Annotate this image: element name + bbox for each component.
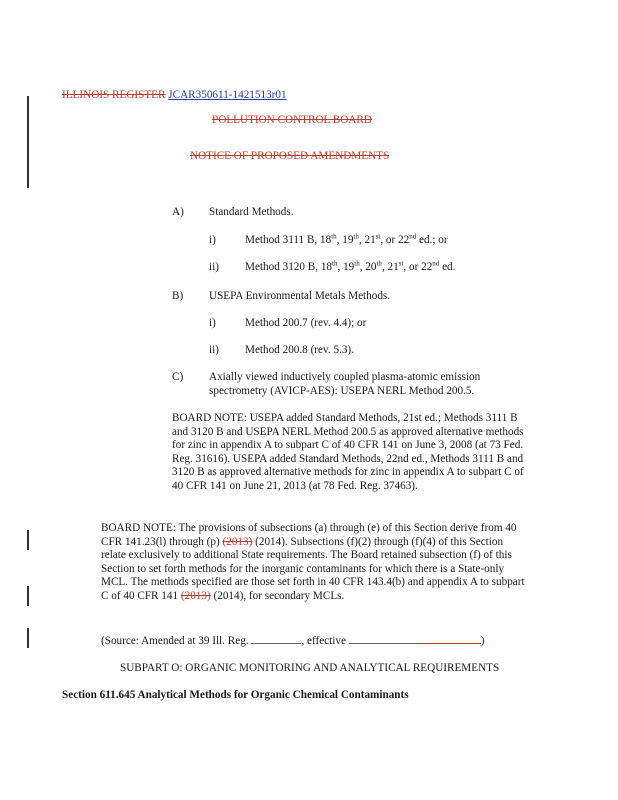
list-label-b-ii: ii) [209,344,219,356]
sep: , [337,261,344,273]
list-text-c-line1: Axially viewed inductively coupled plasma-atomic emission [209,371,481,383]
edition-21: 21 [364,234,376,246]
sep: , [381,261,388,273]
edition-20: 20 [365,261,377,273]
note-text: (2014). Subsections (f)(2) through (f)(4) of this Section relate exclusively to additional State requirements. The Board retained subsection (f) of this Section to set forth methods for the inorganic contaminants for which there is a State-only MCL. The methods specified are those set forth in 40 CFR 143.4(b) and appendix A to subpart C of 40 CFR 141 [101,535,525,602]
list-text-b-i: Method 200.7 (rev. 4.4); or [245,317,367,329]
sep: , or [380,234,399,246]
board-title: POLLUTION CONTROL BOARD [212,114,372,126]
sep: , [359,261,366,273]
method-text: Method 3120 B, 18 [245,261,333,273]
notice-title: NOTICE OF PROPOSED AMENDMENTS [190,150,390,162]
register-header [62,88,287,102]
deleted-year: (2013) [222,535,253,548]
sep: , [358,234,365,246]
list-text-a-i [245,233,448,247]
sup-th: th [332,259,338,268]
edition-22: 22 [421,261,433,273]
list-text-c-line2: spectrometry (AVICP-AES): USEPA NERL Method 200.5. [209,385,475,397]
sup-th: th [353,232,359,241]
list-text-a-ii [245,260,455,274]
list-label-a-i: i) [209,234,216,246]
edition-22: 22 [398,234,410,246]
sup-nd: nd [432,259,440,268]
board-note-zinc: BOARD NOTE: USEPA added Standard Methods, 21st ed.; Methods 3111 B and 3120 B and USEPA NERL Method 200.5 as approved alternative methods for zinc in appendix A to subpart C of 40 CFR 141 on June 3, 2008 (at 73 Fed. Reg. 31616). USEPA added Standard Methods, 22nd ed., Methods 3111 B and 3120 B as approved alternative methods for zinc in appendix A to subpart C of 40 CFR 141 on June 21, 2013 (at 78 Fed. Reg. 37463). [172,412,524,492]
list-label-c: C) [172,371,184,383]
method-text: Method 3111 B, 18 [245,234,332,246]
sup-nd: nd [409,232,417,241]
section-title: Section 611.645 Analytical Methods for Organic Chemical Contaminants [62,689,409,701]
edition-21: 21 [387,261,399,273]
board-note-provisions [101,522,526,604]
register-page-blank [251,643,301,644]
sup-st: st [375,232,381,241]
effective-date-blank [349,643,421,644]
change-bar [27,628,29,648]
sup-th: th [376,259,382,268]
register-id: JCAR350611-1421513r01 [168,89,287,101]
list-label-a-ii: ii) [209,261,219,273]
effective-date-blank-red [421,643,481,644]
edition-19: 19 [343,261,355,273]
sep: ed. [416,234,433,246]
source-prefix: (Source: Amended at 39 Ill. Reg. [101,635,249,647]
list-label-b: B) [172,290,184,302]
source-close: ) [480,635,485,647]
note-text: BOARD NOTE: The provisions of subsections (a) through (e) of this Section derive from 40 CFR 141.23(l) through (p) [101,522,517,548]
method-suffix: ed. [442,261,456,273]
sup-th: th [354,259,360,268]
list-label-a: A) [172,206,184,218]
register-label: ILLINOIS REGISTER [62,89,166,101]
change-bar [27,530,29,550]
list-text-b: USEPA Environmental Metals Methods. [209,290,391,302]
list-label-b-i: i) [209,317,216,329]
sup-th: th [331,232,337,241]
change-bar [27,586,29,606]
source-line [101,634,484,648]
deleted-year: (2013) [180,589,211,602]
method-suffix: ; or [432,234,448,246]
change-bar [27,96,29,188]
sep: , [336,234,343,246]
sup-st: st [398,259,404,268]
subpart-title: SUBPART O: ORGANIC MONITORING AND ANALYTICAL REQUIREMENTS [120,662,500,674]
source-effective: , effective [301,635,346,647]
edition-19: 19 [342,234,354,246]
note-text: (2014), for secondary MCLs. [210,589,345,602]
list-text-a: Standard Methods. [209,206,294,218]
list-text-b-ii: Method 200.8 (rev. 5.3). [245,344,354,356]
sep: , or [403,261,422,273]
